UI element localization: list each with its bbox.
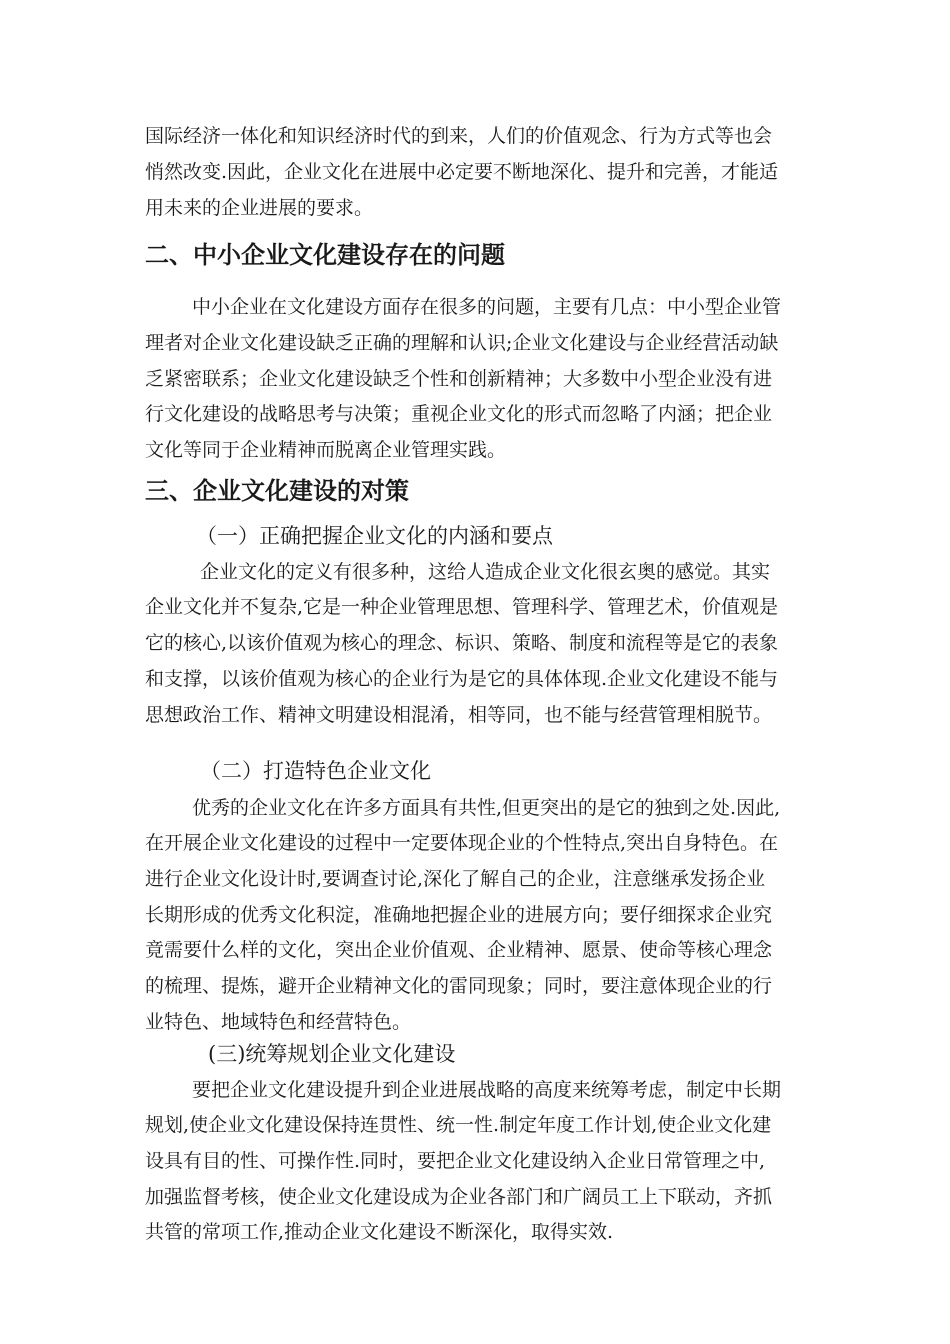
paragraph-line: 进行企业文化设计时,要调查讨论,深化了解自己的企业，注意继承发扬企业 — [145, 868, 766, 890]
paragraph-line: 和支撑，以该价值观为核心的企业行为是它的具体体现.企业文化建设不能与 — [145, 668, 779, 690]
subsection-heading: （一）正确把握企业文化的内涵和要点 — [196, 524, 553, 548]
paragraph-line: 共管的常项工作,推动企业文化建设不断深化，取得实效. — [145, 1221, 614, 1243]
paragraph-line: 长期形成的优秀文化积淀，准确地把握企业的进展方向；要仔细探求企业究 — [145, 904, 773, 926]
paragraph-line: 用未来的企业进展的要求。 — [145, 197, 374, 219]
paragraph-line: 规划,使企业文化建设保持连贯性、统一性.制定年度工作计划,使企业文化建 — [145, 1114, 772, 1136]
subsection-heading: （二）打造特色企业文化 — [200, 759, 431, 783]
paragraph-line: 的梳理、提炼，避开企业精神文化的雷同现象；同时，要注意体现企业的行 — [145, 975, 773, 997]
paragraph-line: 中小企业在文化建设方面存在很多的问题，主要有几点：中小型企业管 — [192, 296, 782, 318]
paragraph-line: 优秀的企业文化在许多方面具有共性,但更突出的是它的独到之处.因此, — [192, 797, 781, 819]
paragraph-line: 企业文化并不复杂,它是一种企业管理思想、管理科学、管理艺术，价值观是 — [145, 596, 779, 618]
section-heading: 二、中小企业文化建设存在的问题 — [145, 241, 505, 269]
paragraph-line: 要把企业文化建设提升到企业进展战略的高度来统筹考虑，制定中长期 — [192, 1079, 782, 1101]
paragraph-line: 国际经济一体化和知识经济时代的到来，人们的价值观念、行为方式等也会 — [145, 125, 773, 147]
paragraph-line: 思想政治工作、精神文明建设相混淆，相等同，也不能与经营管理相脱节。 — [145, 704, 773, 726]
subsection-heading: (三)统筹规划企业文化建设 — [208, 1042, 456, 1066]
paragraph-line: 设具有目的性、可操作性.同时，要把企业文化建设纳入企业日常管理之中, — [145, 1150, 766, 1172]
paragraph-line: 竟需要什么样的文化，突出企业价值观、企业精神、愿景、使命等核心理念 — [145, 939, 773, 961]
paragraph-line: 在开展企业文化建设的过程中一定要体现企业的个性特点,突出自身特色。在 — [145, 832, 779, 854]
paragraph-line: 文化等同于企业精神而脱离企业管理实践。 — [145, 439, 507, 461]
paragraph-line: 悄然改变.因此，企业文化在进展中必定要不断地深化、提升和完善，才能适 — [145, 161, 779, 183]
paragraph-line: 理者对企业文化建设缺乏正确的理解和认识;企业文化建设与企业经营活动缺 — [145, 332, 779, 354]
paragraph-line: 业特色、地域特色和经营特色。 — [145, 1011, 412, 1033]
paragraph-line: 加强监督考核，使企业文化建设成为企业各部门和广阔员工上下联动，齐抓 — [145, 1186, 773, 1208]
section-heading: 三、企业文化建设的对策 — [145, 477, 409, 505]
paragraph-line: 乏紧密联系；企业文化建设缺乏个性和创新精神；大多数中小型企业没有进 — [145, 368, 773, 390]
paragraph-line: 行文化建设的战略思考与决策；重视企业文化的形式而忽略了内涵；把企业 — [145, 403, 773, 425]
paragraph-line: 企业文化的定义有很多种，这给人造成企业文化很玄奥的感觉。其实 — [200, 561, 771, 583]
paragraph-line: 它的核心,以该价值观为核心的理念、标识、策略、制度和流程等是它的表象 — [145, 632, 779, 654]
